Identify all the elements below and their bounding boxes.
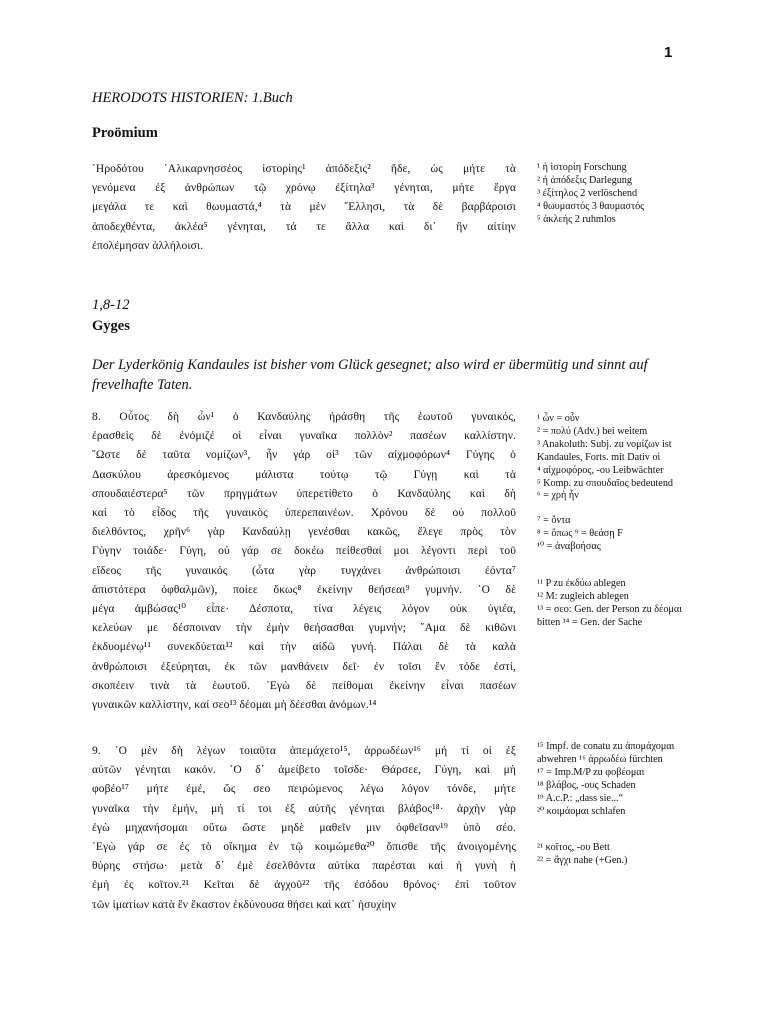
- text-line: ῾Ηροδότου ῾Αλικαρνησσέος ἱστορίης¹ ἀπόδεξις² ἥδε, ὡς μήτε τὰ: [92, 163, 516, 175]
- text-line: γενόμενα ἐξ ἀνθρώπων τῷ χρόνῳ ἐξίτηλα³ γένηται, μήτε ἔργα: [92, 182, 516, 195]
- footnote: ²⁰ κοιμάομαι schlafen: [537, 805, 626, 817]
- footnote: ¹⁵ Impf. de conatu zu ἀπομάχομαι: [537, 741, 675, 752]
- text-line: 9. ῾Ο μὲν δὴ λέγων τοιαῦτα ἀπεμάχετο¹⁵, ἀρρωδέων¹⁶ μή τί οἱ ἐξ: [92, 745, 516, 757]
- chapter-8-notes: [537, 413, 752, 630]
- text-line: σκοπέειν τινὰ τὰ ἑωυτοῦ. ᾿Εγὼ δὲ πείθομαι ἐκείνην εἶναι πασέων: [92, 679, 516, 692]
- chapter-9-text: [92, 742, 516, 915]
- footnote: ¹⁰ = ἀναβοήσας: [537, 541, 601, 553]
- footnote: bitten ¹⁴ = Gen. der Sache: [537, 616, 643, 628]
- text-line: εἴδεος τῆς γυναικός (ὦτα γὰρ τυγχάνει ἀνθρώποισι ἐόντα⁷: [92, 564, 516, 577]
- text-line: αὐτῶν γένηται κακόν. ῾Ο δ᾽ ἀμείβετο τοῖσδε· Θάρσεε, Γύγη, καὶ μὴ: [92, 764, 516, 777]
- prooemium-notes: [537, 162, 752, 227]
- footnote: ¹⁷ = Imp.M/P zu φοβέομαι: [537, 766, 645, 778]
- footnote: ² ἡ ἀπόδεξις Darlegung: [537, 174, 632, 186]
- note-spacer: [537, 830, 752, 842]
- section-heading: Gyges: [92, 318, 130, 334]
- text-line: καὶ τὸ εἶδος τῆς γυναικὸς ὑπερεπαινέων. Χρόνου δὲ οὐ πολλοῦ: [92, 507, 516, 520]
- text-line: ἐμὴ ἐς κοῖτον.²¹ Κεῖται δὲ ἀγχοῦ²² τῆς ἐσόδου θρόνος· ἐπὶ τοῦτον: [92, 879, 516, 892]
- footnote: ¹⁹ A.c.P.: „dass sie...“: [537, 792, 624, 804]
- text-line: ἐγὼ μηχανήσομαι οὕτω ὥστε μηδὲ μαθεῖν μιν ὀφθεῖσαν¹⁹ ὑπὸ σέο.: [92, 821, 516, 834]
- chapter-9-notes: [537, 741, 752, 868]
- note-spacer: [537, 503, 752, 515]
- footnote: Kandaules, Forts. mit Dativ οἱ: [537, 451, 661, 463]
- note-spacer: [537, 818, 752, 830]
- text-line: ἀνθρώποισι ἐξεύρηται, ἐκ τῶν μανθάνειν δεῖ· ἐν τοῖσι ἓν τόδε ἐστί,: [92, 660, 516, 673]
- text-line: Γύγην τοιάδε· Γύγη, οὐ γάρ σε δοκέω πείθεσθαί μοι λέγοντι περὶ τοῦ: [92, 545, 516, 558]
- text-line: τῶν ἱματίων κατὰ ἓν ἕκαστον ἐκδύνουσα θήσει καὶ κατ᾽ ἡσυχίην: [92, 898, 397, 911]
- footnote: ¹ ὦν = οὖν: [537, 413, 580, 424]
- text-line: ἀπιστότερα ὀφθαλμῶν), ποίεε ὅκως⁸ ἐκείνην θεήσεαι⁹ γυμνήν. ῾Ο δὲ: [92, 583, 516, 596]
- text-line: Δασκύλου ἀρεσκόμενος μάλιστα τούτῳ τῷ Γύγῃ καὶ τὰ: [92, 468, 516, 481]
- footnote: ¹ ἡ ἱστορίη Forschung: [537, 162, 627, 173]
- footnote: ¹⁸ βλάβος, -ους Schaden: [537, 779, 636, 791]
- note-spacer: [537, 566, 752, 578]
- text-line: φοβέο¹⁷ μήτε ἐμέ, ὥς σεο πειρώμενος λέγω λόγον τόνδε, μήτε: [92, 783, 516, 796]
- footnote: ¹² M: zugleich ablegen: [537, 590, 629, 602]
- footnote: ¹¹ P zu ἐκδύω ablegen: [537, 578, 626, 590]
- text-line: γυναικῶν καλλίστην, καί σεο¹³ δέομαι μὴ δέεσθαι ἀνόμων.¹⁴: [92, 699, 377, 712]
- text-line: ἐπολέμησαν ἀλλήλοισι.: [92, 239, 204, 252]
- footnote: ⁴ αἰχμοφόρος, -ου Leibwächter: [537, 464, 664, 476]
- text-line: κελεύων με δέσποιναν τὴν ἐμὴν θεήσασθαι γυμνήν; ῞Αμα δὲ κιθῶνι: [92, 622, 516, 635]
- text-line: 8. Οὗτος δὴ ὦν¹ ὁ Κανδαύλης ἠράσθη τῆς ἑωυτοῦ γυναικός,: [92, 411, 516, 423]
- footnote: ² = πολύ (Adv.) bei weitem: [537, 425, 648, 437]
- text-line: διελθόντος, χρῆν⁶ γὰρ Κανδαύλῃ γενέσθαι κακῶς, ἔλεγε πρὸς τὸν: [92, 526, 516, 539]
- text-line: ἀποδεχθέντα, ἀκλέα⁵ γένηται, τά τε ἄλλα καὶ δι᾽ ἣν αἰτίην: [92, 220, 516, 233]
- prooemium-heading: Proömium: [92, 125, 158, 141]
- footnote: ²¹ κοῖτος, -ου Bett: [537, 842, 610, 854]
- section-summary: Der Lyderkönig Kandaules ist bisher vom Glück gesegnet; also wird er übermütig und sinnt auf frevelhafte Taten.: [92, 357, 648, 393]
- text-line: σπουδαιέστερα⁵ τῶν πρηγμάτων ὑπερετίθετο ὁ Κανδαύλης καὶ δὴ: [92, 487, 516, 500]
- footnote: ⁵ Komp. zu σπουδαῖος bedeutend: [537, 477, 674, 489]
- text-line: μέγα ἀμβώσας¹⁰ εἶπε· Δέσποτα, τίνα λέγεις λόγον οὐκ ὑγιέα,: [92, 603, 516, 616]
- prooemium-text: [92, 160, 516, 256]
- footnote: abwehren ¹⁶ ἀρρωδέω fürchten: [537, 753, 663, 765]
- footnote: ²² = ἄγχι nahe (+Gen.): [537, 855, 628, 867]
- footnote: ⁶ = χρὴ ἦν: [537, 490, 579, 502]
- note-spacer: [537, 554, 752, 566]
- text-line: γυναῖκα τὴν ἐμήν, μή τί τοι ἐξ αὐτῆς γένηται βλάβος¹⁸· ἀρχὴν γὰρ: [92, 802, 516, 815]
- text-line: μεγάλα τε καὶ θωυμαστά,⁴ τὰ μὲν ῞Ελλησι, τὰ δὲ βαρβάροισι: [92, 201, 516, 214]
- text-line: θύρης στήσω· μετὰ δ᾽ ἐμὲ ἐσελθόντα αὐτίκα παρέσται καὶ ἡ γυνὴ ἡ: [92, 860, 516, 873]
- text-line: ἐκδυομένῳ¹¹ συνεκδύεται¹² καὶ τὴν αἰδῶ γυνή. Πάλαι δὲ τὰ καλὰ: [92, 641, 516, 654]
- footnote: ¹³ = σεο: Gen. der Person zu δέομαι: [537, 603, 682, 615]
- text-line: ῞Ωστε δὲ ταῦτα νομίζων³, ἦν γάρ οἱ³ τῶν αἰχμοφόρων⁴ Γύγης ὁ: [92, 449, 516, 462]
- footnote: ⁵ ἀκλεής 2 ruhmlos: [537, 213, 616, 225]
- text-line: ᾿Εγὼ γάρ σε ἐς τὸ οἴκημα ἐν τῷ κοιμώμεθα²⁰ ὄπισθε τῆς ἀνοιγομένης: [92, 841, 516, 854]
- footnote: ⁸ = ὅπως ⁹ = θεάσῃ F: [537, 528, 623, 540]
- document-title: HERODOTS HISTORIEN: 1.Buch: [92, 90, 293, 106]
- text-line: ἐρασθεὶς δὲ ἐνόμιζέ οἱ εἶναι γυναῖκα πολλὸν² πασέων καλλίστην.: [92, 430, 516, 443]
- footnote: ⁴ θωυμαστός 3 θαυμαστός: [537, 200, 645, 212]
- chapter-8-text: [92, 408, 516, 715]
- footnote: ³ Anakoluth: Subj. zu νομίζων ist: [537, 438, 672, 450]
- section-ref: 1,8-12: [92, 297, 130, 313]
- page-number: 1: [664, 44, 673, 61]
- footnote: ³ ἐξίτηλος 2 verlöschend: [537, 187, 638, 199]
- footnote: ⁷ = ὄντα: [537, 515, 571, 527]
